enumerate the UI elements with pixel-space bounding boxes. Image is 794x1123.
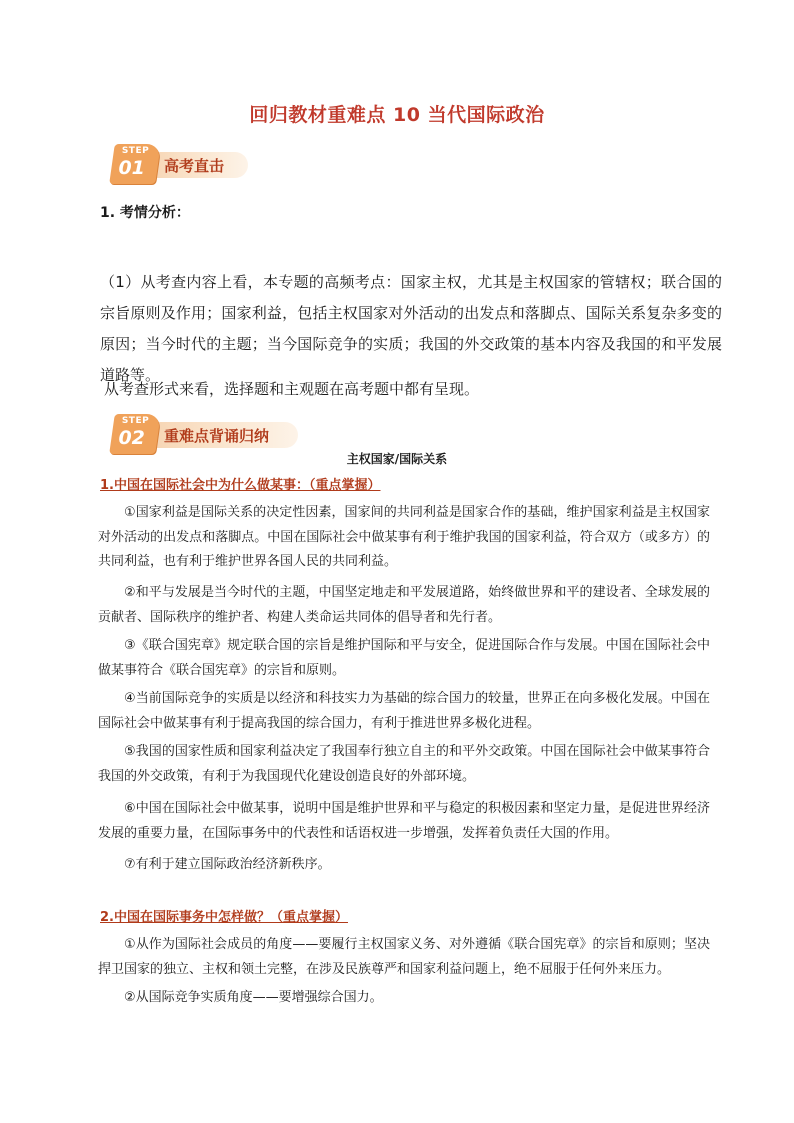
document-title: 回归教材重难点 10 当代国际政治 xyxy=(249,104,545,126)
section-1-item: ⑤我国的国家性质和国家利益决定了我国奉行独立自主的和平外交政策。中国在国际社会中做某事符合我国的外交政策，有利于为我国现代化建设创造良好的外部环境。 xyxy=(98,744,710,784)
step-badge-label: STEP xyxy=(121,146,150,156)
section-1-heading: 1.中国在国际社会中为什么做某事：（重点掌握） xyxy=(100,478,381,493)
section-2-item: ②从国际竞争实质角度——要增强综合国力。 xyxy=(124,990,383,1005)
topic-label: 主权国家/国际关系 xyxy=(346,452,448,466)
step-badge-label: STEP xyxy=(121,416,150,426)
section-2-item: ①从作为国际社会成员的角度——要履行主权国家义务、对外遵循《联合国宪章》的宗旨和原则；坚决捍卫国家的独立、主权和领土完整，在涉及民族尊严和国家利益问题上，绝不屈服于任何外来压力。 xyxy=(98,937,710,977)
analysis-heading: 1. 考情分析： xyxy=(100,205,190,221)
section-1-item: ④当前国际竞争的实质是以经济和科技实力为基础的综合国力的较量，世界正在向多极化发展。中国在国际社会中做某事有利于提高我国的综合国力，有利于推进世界多极化进程。 xyxy=(98,691,710,731)
step-badge xyxy=(109,144,161,184)
step-01-title: 高考直击 xyxy=(164,157,225,175)
section-1-item: ⑦有利于建立国际政治经济新秩序。 xyxy=(124,857,331,872)
analysis-paragraph-2: 从考查形式来看，选择题和主观题在高考题中都有呈现。 xyxy=(104,380,480,398)
section-1-item: ②和平与发展是当今时代的主题，中国坚定地走和平发展道路，始终做世界和平的建设者、全球发展的贡献者、国际秩序的维护者、构建人类命运共同体的倡导者和先行者。 xyxy=(98,585,710,625)
analysis-paragraph-1: （1）从考查内容上看，本专题的高频考点：国家主权，尤其是主权国家的管辖权；联合国的宗旨原则及作用；国家利益，包括主权国家对外活动的出发点和落脚点、国际关系复杂多变的原因；当今时代的主题；当今国际竞争的实质；我国的外交政策的基本内容及我国的和平发展道路等。 xyxy=(100,273,722,384)
step-banner-bar xyxy=(142,422,298,448)
section-1-item: ③《联合国宪章》规定联合国的宗旨是维护国际和平与安全，促进国际合作与发展。中国在国际社会中做某事符合《联合国宪章》的宗旨和原则。 xyxy=(98,638,710,678)
step-badge-number: 01 xyxy=(118,157,145,179)
section-1-item: ①国家利益是国际关系的决定性因素，国家间的共同利益是国家合作的基础，维护国家利益是主权国家对外活动的出发点和落脚点。中国在国际社会中做某事有利于维护我国的国家利益，符合双方（或多方）的共同利益，也有利于维护世界各国人民的共同利益。 xyxy=(98,505,710,569)
step-badge xyxy=(109,414,161,454)
section-2-heading: 2.中国在国际事务中怎样做？（重点掌握） xyxy=(100,910,348,925)
section-1-item: ⑥中国在国际社会中做某事，说明中国是维护世界和平与稳定的积极因素和坚定力量，是促进世界经济发展的重要力量，在国际事务中的代表性和话语权进一步增强，发挥着负责任大国的作用。 xyxy=(98,801,710,841)
step-02-title: 重难点背诵归纳 xyxy=(164,427,270,445)
step-badge-number: 02 xyxy=(118,427,145,449)
